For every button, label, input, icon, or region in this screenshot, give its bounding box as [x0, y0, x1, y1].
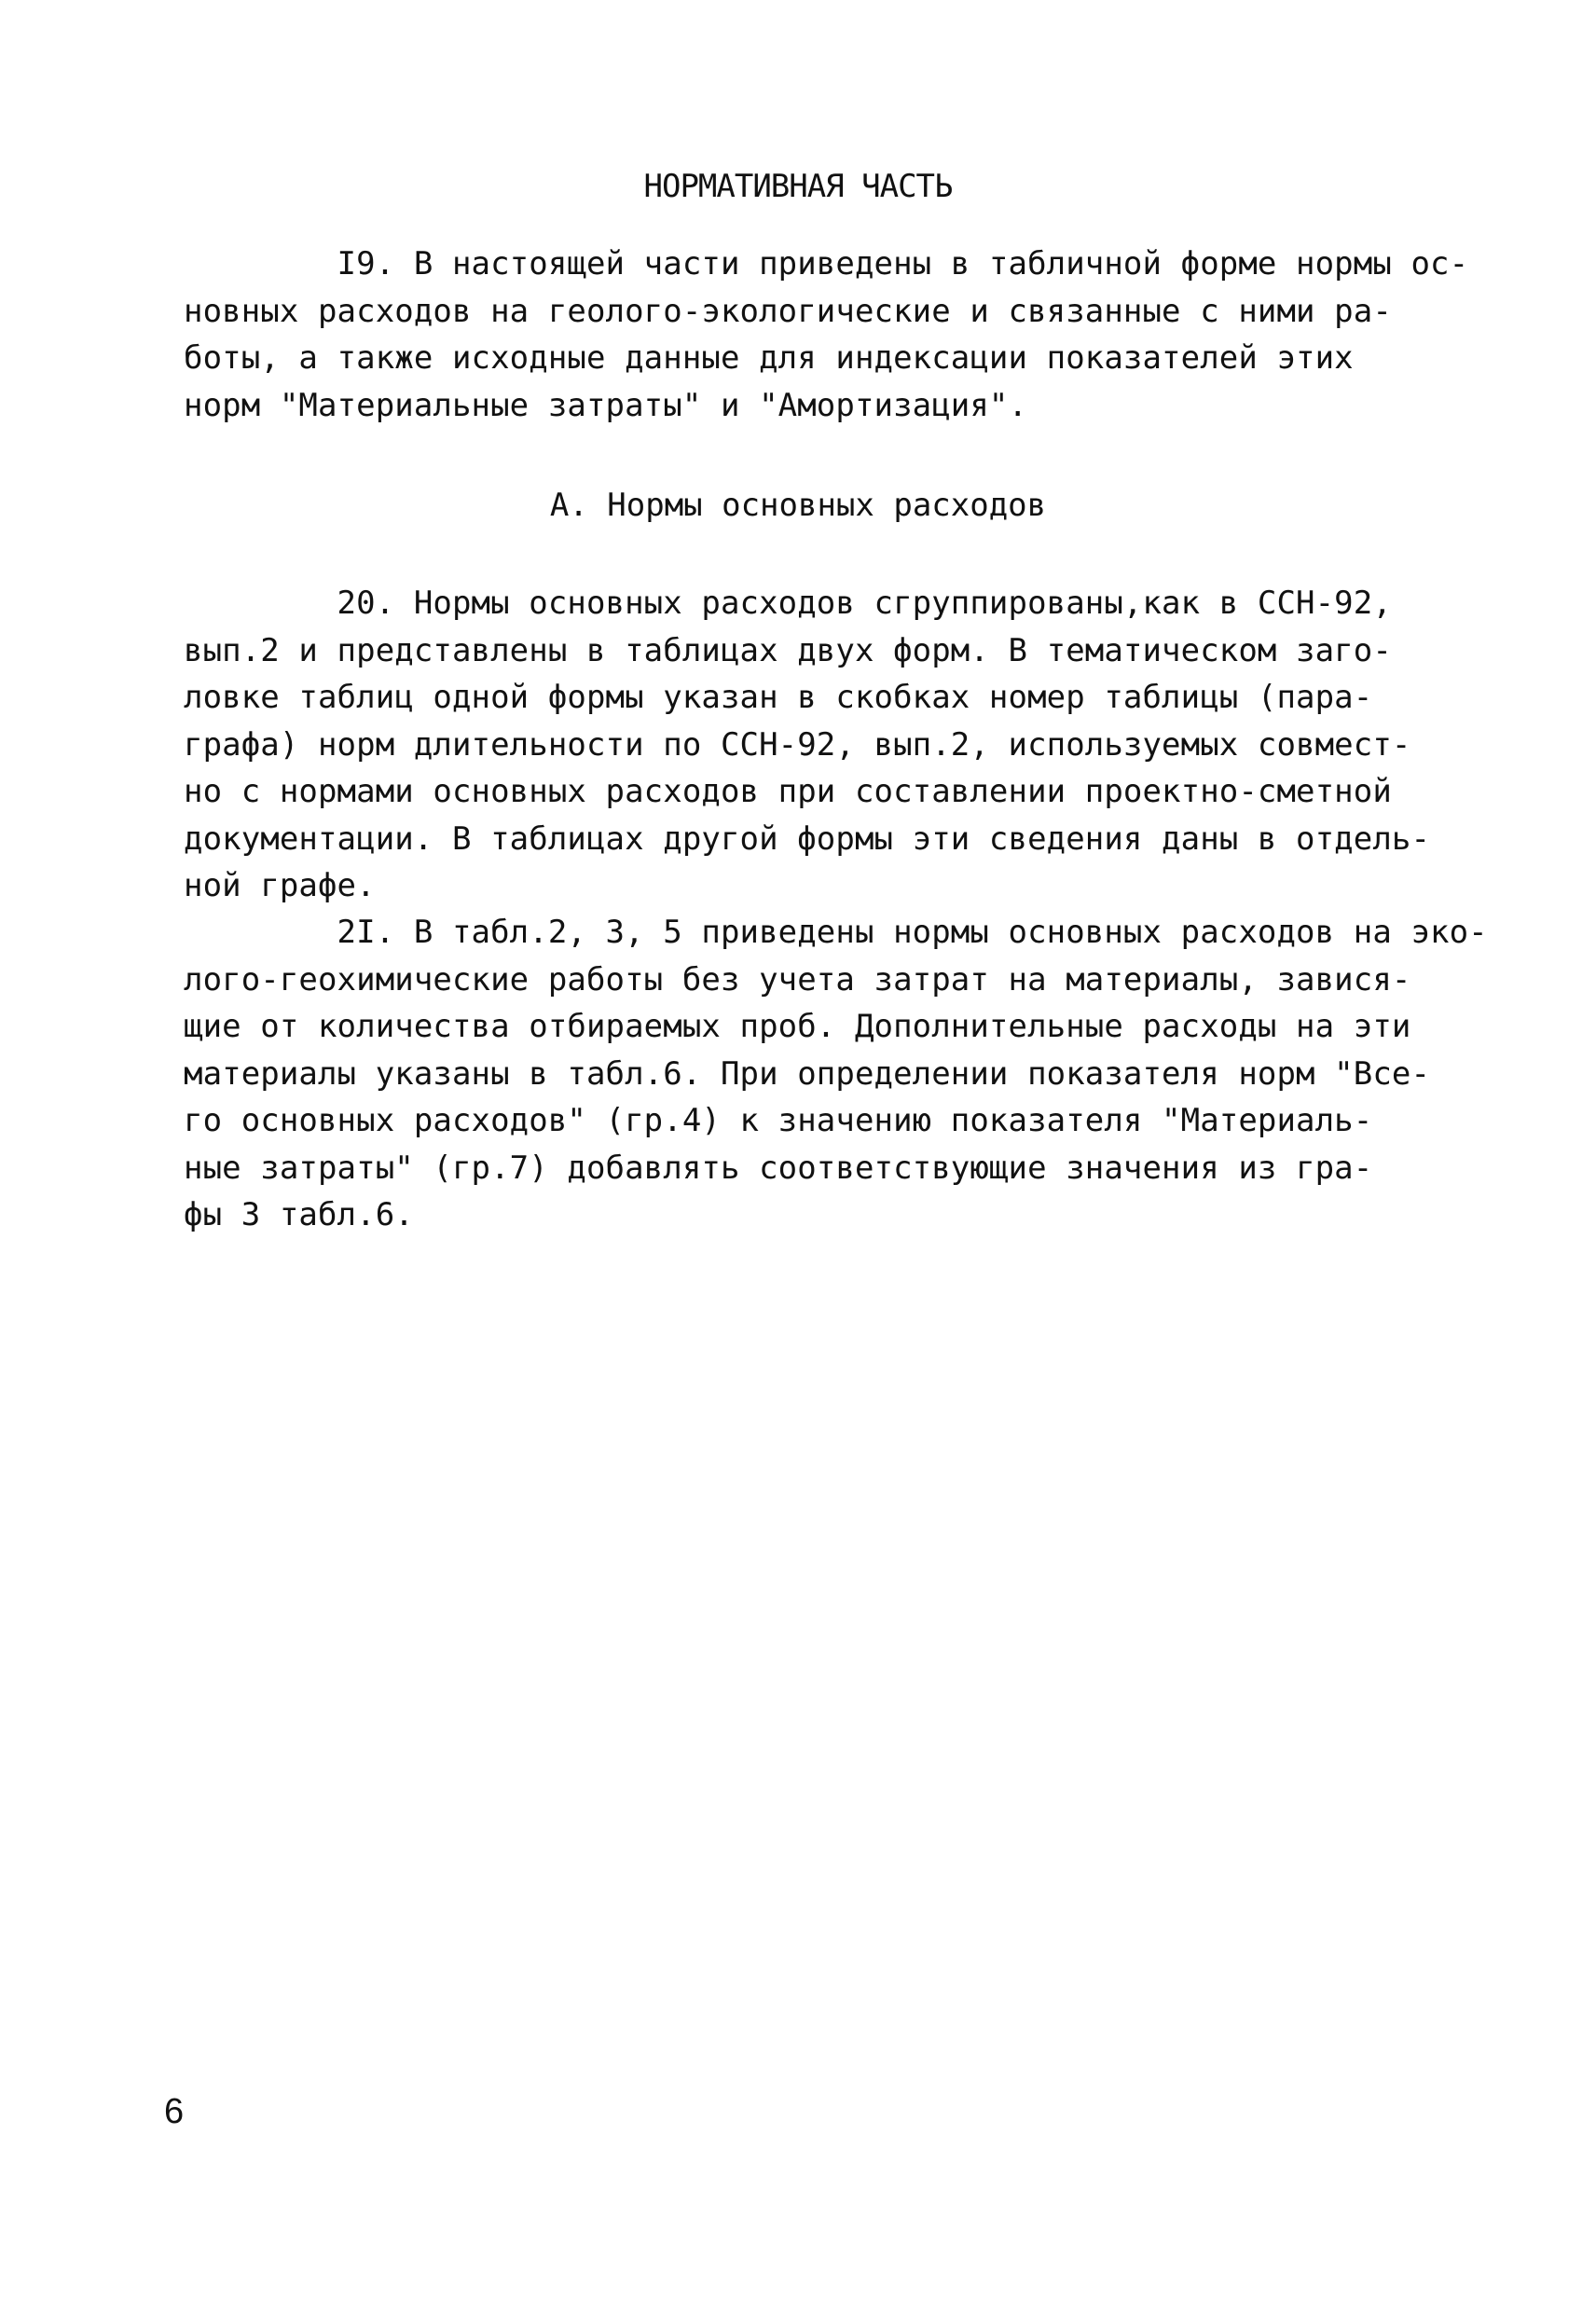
paragraph-line: фы 3 табл.6. [184, 1196, 414, 1233]
paragraph-line: вып.2 и представлены в таблицах двух форм. В тематическом заго- [184, 631, 1392, 669]
paragraph-line: норм "Материальные затраты" и "Амортизация". [184, 386, 1028, 424]
paragraph-line: материалы указаны в табл.6. При определении показателя норм "Все- [184, 1054, 1431, 1093]
paragraph-19 [184, 241, 1469, 429]
paragraph-line: 2I. В табл.2, 3, 5 приведены нормы основных расходов на эко- [184, 914, 1488, 951]
section-heading: А. Нормы основных расходов [549, 487, 1047, 524]
paragraph-line: графа) норм длительности по ССН-92, вып.2, используемых совмест- [184, 725, 1411, 764]
paragraph-21 [184, 909, 1488, 1239]
paragraph-line: документации. В таблицах другой формы эти сведения даны в отдель- [184, 819, 1431, 858]
paragraph-line: лого-геохимические работы без учета затрат на материалы, завися- [184, 960, 1411, 998]
paragraph-line: ловке таблиц одной формы указан в скобках номер таблицы (пара- [184, 679, 1373, 716]
paragraph-line: I9. В настоящей части приведены в табличной форме нормы ос- [184, 245, 1469, 282]
paragraph-line: ные затраты" (гр.7) добавлять соответствующие значения из гра- [184, 1149, 1373, 1187]
paragraph-line: щие от количества отбираемых проб. Дополнительные расходы на эти [184, 1008, 1411, 1045]
paragraph-20 [184, 580, 1452, 910]
paragraph-line: боты, а также исходные данные для индексации показателей этих [184, 339, 1354, 377]
page-title: НОРМАТИВНАЯ ЧАСТЬ [643, 168, 953, 205]
page-number: 6 [164, 2092, 185, 2131]
paragraph-line: но с нормами основных расходов при составлении проектно-сметной [184, 773, 1392, 810]
paragraph-line: го основных расходов" (гр.4) к значению показателя "Материаль- [184, 1102, 1373, 1139]
paragraph-line: ной графе. [184, 867, 376, 904]
paragraph-line: новных расходов на геолого-экологические и связанные с ними ра- [184, 292, 1392, 330]
paragraph-line: 20. Нормы основных расходов сгруппированы,как в ССН-92, [184, 585, 1392, 622]
